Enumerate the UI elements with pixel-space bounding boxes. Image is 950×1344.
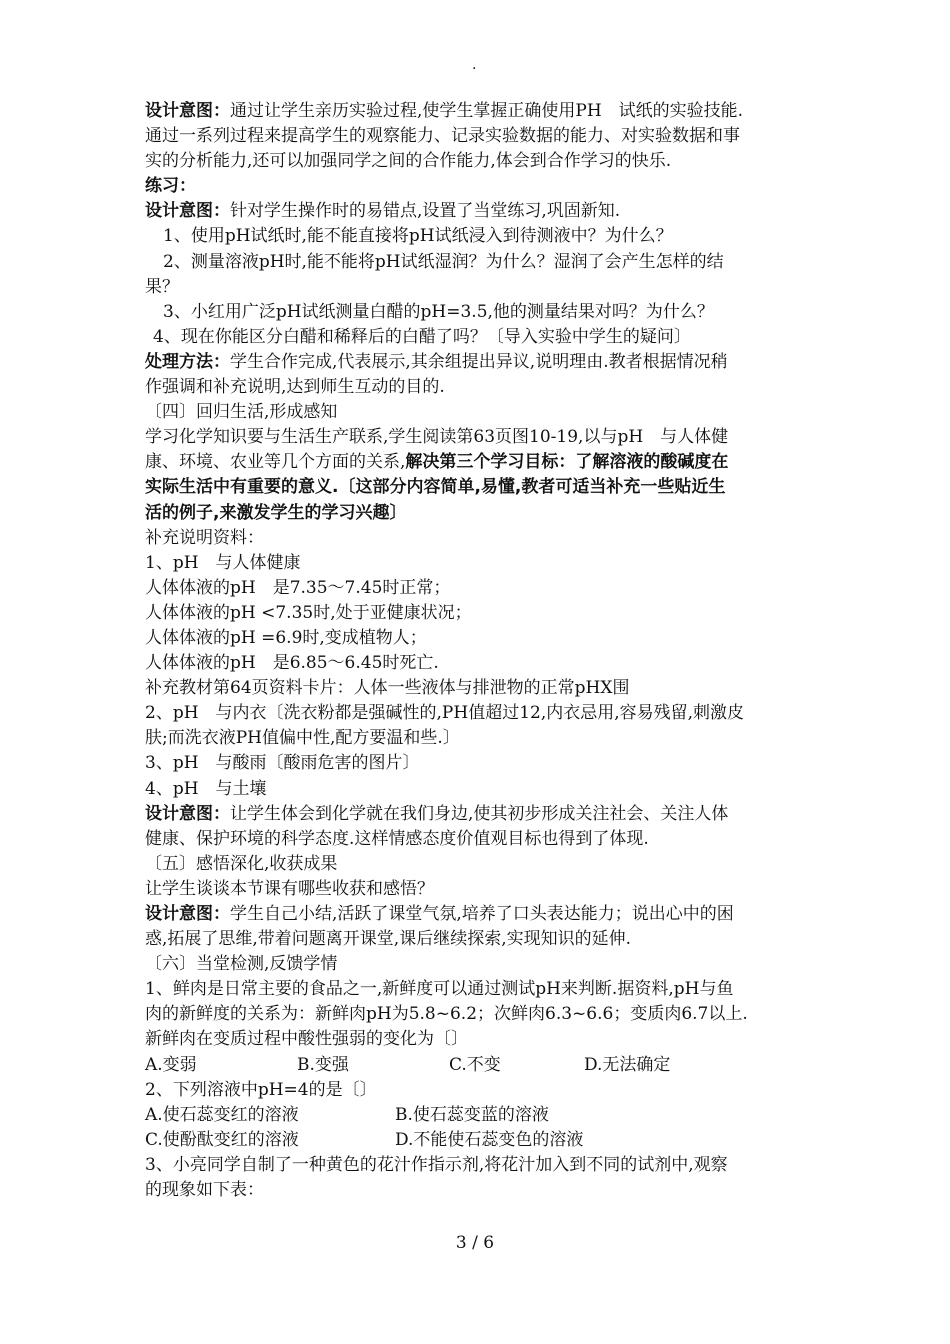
- text-line: [145, 400, 813, 425]
- line-text: 的现象如下表：: [145, 1180, 264, 1201]
- text-line: [145, 199, 813, 224]
- line-text: 2、pH 与内衣〔洗衣粉都是强碱性的,PH值超过12,内衣忌用,容易残留,刺激皮: [145, 703, 745, 724]
- text-line: [145, 1078, 813, 1103]
- line-text: 惑,拓展了思维,带着问题离开课堂,课后继续探索,实现知识的延伸.: [145, 929, 632, 950]
- section-label: 练习：: [145, 176, 196, 197]
- line-text: 人体体液的pH =6.9时,变成植物人；: [145, 627, 427, 648]
- text-line: [145, 224, 813, 249]
- text-line: [145, 977, 813, 1002]
- text-line: [145, 275, 813, 300]
- text-line: [145, 174, 813, 199]
- text-line: [145, 676, 813, 701]
- text-line: [145, 651, 813, 676]
- line-text: 果？: [145, 276, 179, 297]
- answer-option: B.变强: [297, 1054, 349, 1075]
- text-line: [145, 576, 813, 601]
- document-body: [145, 99, 813, 1203]
- text-line: [145, 902, 813, 927]
- answer-option: D.无法确定: [584, 1054, 671, 1075]
- emphasis-text: 实际生活中有重要的意义.〔这部分内容简单,易懂,教者可适当补充一些贴近生: [145, 477, 726, 498]
- text-line: [145, 701, 813, 726]
- line-text: 〔五〕感悟深化,收获成果: [145, 853, 338, 874]
- line-text: 3、小红用广泛pH试纸测量白醋的pH=3.5,他的测量结果对吗？为什么？: [163, 301, 714, 322]
- line-text: 〔六〕当堂检测,反馈学情: [145, 954, 338, 975]
- text-line: [145, 802, 813, 827]
- text-line: [145, 927, 813, 952]
- line-text: 新鲜肉在变质过程中酸性强弱的变化为〔〕: [145, 1029, 468, 1050]
- text-line: [145, 852, 813, 877]
- section-label: 设计意图：: [145, 904, 230, 924]
- line-text: 作强调和补充说明,达到师生互动的目的.: [145, 377, 445, 398]
- line-text: 通过让学生亲历实验过程,使学生掌握正确使用PH 试纸的实验技能.: [230, 101, 744, 121]
- line-text: 〔四〕回归生活,形成感知: [145, 402, 338, 423]
- text-line: [145, 325, 813, 350]
- text-line: [145, 526, 813, 551]
- section-label: 处理方法：: [145, 351, 230, 372]
- text-line: [145, 124, 813, 149]
- line-text: 肉的新鲜度的关系为：新鲜肉pH为5.8~6.2；次鲜肉6.3~6.6；变质肉6.7以上.: [145, 1004, 748, 1025]
- text-line: [145, 475, 813, 500]
- text-line: [145, 300, 813, 325]
- line-text: 人体体液的pH 是7.35～7.45时正常；: [145, 577, 451, 598]
- text-line: [145, 877, 813, 902]
- options-row: [145, 1103, 813, 1128]
- emphasis-text: 活的例子,来激发学生的学习兴趣〕: [145, 502, 407, 523]
- line-text: 2、下列溶液中pH=4的是〔〕: [145, 1079, 377, 1100]
- line-text: 通过一系列过程来提高学生的观察能力、记录实验数据的能力、对实验数据和事: [145, 126, 740, 147]
- page-number: 3 / 6: [455, 1233, 495, 1253]
- options-row: [145, 1128, 813, 1153]
- text-line: [145, 551, 813, 576]
- line-text: 4、现在你能区分白醋和稀释后的白醋了吗？〔导入实验中学生的疑问〕: [153, 326, 691, 347]
- line-text: 学生自己小结,活跃了课堂气氛,培养了口头表达能力；说出心中的困: [230, 904, 734, 924]
- text-line: [145, 99, 813, 124]
- line-text: 实的分析能力,还可以加强同学之间的合作能力,体会到合作学习的快乐.: [145, 151, 672, 172]
- text-line: [145, 726, 813, 751]
- options-row: [145, 1053, 813, 1078]
- text-line: [145, 1002, 813, 1027]
- answer-option: A.变弱: [145, 1054, 197, 1075]
- line-text: 3、小亮同学自制了一种黄色的花汁作指示剂,将花汁加入到不同的试剂中,观察: [145, 1154, 728, 1175]
- answer-option: C.不变: [449, 1054, 501, 1075]
- line-text: 康、环境、农业等几个方面的关系,: [145, 452, 406, 473]
- text-line: [145, 751, 813, 776]
- text-line: [145, 450, 813, 475]
- text-line: [145, 250, 813, 275]
- line-text: 让学生体会到化学就在我们身边,使其初步形成关注社会、关注人体: [230, 803, 729, 824]
- line-text: 人体体液的pH <7.35时,处于亚健康状况；: [145, 602, 472, 623]
- line-text: 1、鲜肉是日常主要的食品之一,新鲜度可以通过测试pH来判断.据资料,pH与鱼: [145, 979, 734, 1000]
- answer-option: D.不能使石蕊变色的溶液: [395, 1129, 584, 1150]
- line-text: 4、pH 与土壤: [145, 778, 267, 799]
- line-text: 肤;而洗衣液PH值偏中性,配方要温和些.〕: [145, 728, 460, 749]
- text-line: [145, 375, 813, 400]
- text-line: [145, 350, 813, 375]
- section-label: 设计意图：: [145, 101, 230, 121]
- line-text: 补充教材第64页资料卡片：人体一些液体与排泄物的正常pHX围: [145, 678, 630, 699]
- text-line: [145, 425, 813, 450]
- text-line: [145, 827, 813, 852]
- text-line: [145, 626, 813, 651]
- line-text: 2、测量溶液pH时,能不能将pH试纸湿润？为什么？湿润了会产生怎样的结: [163, 251, 724, 272]
- text-line: [145, 501, 813, 526]
- line-text: 学生合作完成,代表展示,其余组提出异议,说明理由.教者根据情况稍: [230, 351, 728, 372]
- line-text: 3、pH 与酸雨〔酸雨危害的图片〕: [145, 753, 420, 774]
- text-line: [145, 1027, 813, 1052]
- line-text: 健康、保护环境的科学态度.这样情感态度价值观目标也得到了体现.: [145, 828, 649, 849]
- line-text: 针对学生操作时的易错点,设置了当堂练习,巩固新知.: [230, 201, 621, 222]
- answer-option: B.使石蕊变蓝的溶液: [395, 1104, 549, 1125]
- text-line: [145, 1178, 813, 1203]
- line-text: 1、pH 与人体健康: [145, 552, 301, 573]
- answer-option: C.使酚酞变红的溶液: [145, 1129, 299, 1150]
- text-line: [145, 952, 813, 977]
- answer-option: A.使石蕊变红的溶液: [145, 1104, 299, 1125]
- text-line: [145, 777, 813, 802]
- line-text: 1、使用pH试纸时,能不能直接将pH试纸浸入到待测液中？为什么？: [163, 226, 673, 247]
- section-label: 设计意图：: [145, 803, 230, 824]
- emphasis-text: 解决第三个学习目标：了解溶液的酸碱度在: [405, 452, 729, 473]
- text-line: [145, 149, 813, 174]
- section-label: 设计意图：: [145, 201, 230, 222]
- line-text: 让学生谈谈本节课有哪些收获和感悟？: [145, 878, 434, 899]
- text-line: [145, 1153, 813, 1178]
- line-text: 学习化学知识要与生活生产联系,学生阅读第63页图10-19,以与pH 与人体健: [145, 427, 729, 448]
- line-text: 人体体液的pH 是6.85～6.45时死亡.: [145, 653, 439, 674]
- line-text: 补充说明资料：: [145, 527, 264, 548]
- text-line: [145, 601, 813, 626]
- header-dot: .: [472, 57, 477, 73]
